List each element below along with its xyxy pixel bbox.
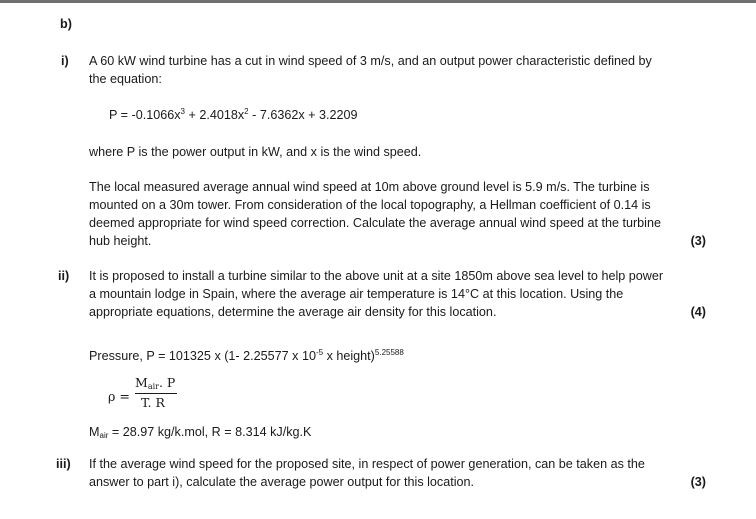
part-i-line-2: the equation: [89, 72, 162, 86]
section-label: b) [60, 17, 72, 31]
part-i-marks: (3) [690, 234, 706, 248]
part-iii-line-1: If the average wind speed for the proposed site, in respect of power generation, can be taken as the [89, 457, 645, 471]
power-equation [109, 106, 358, 124]
part-i-para-line-1: The local measured average annual wind speed at 10m above ground level is 5.9 m/s. The turbine is [89, 180, 650, 194]
equation-exp-1: 3 [180, 107, 185, 116]
part-i-line-1: A 60 kW wind turbine has a cut in wind speed of 3 m/s, and an output power characteristic defined by [89, 54, 652, 68]
density-denominator: T. R [141, 395, 165, 410]
density-numerator [135, 374, 175, 392]
where-text: where P is the power output in kW, and x is the wind speed. [89, 145, 422, 159]
top-border [0, 0, 756, 3]
part-iii-marks: (3) [690, 475, 706, 489]
pressure-equation [89, 347, 404, 365]
constants-text: = 28.97 kg/k.mol, R = 8.314 kJ/kg.K [108, 425, 312, 439]
equation-term-2: + 2.4018x [185, 108, 245, 122]
pressure-exp-2: 5.25588 [374, 348, 404, 357]
part-ii-line-1: It is proposed to install a turbine similar to the above unit at a site 1850m above sea level to help power [89, 269, 664, 283]
pressure-prefix: Pressure, P = 101325 x (1- 2.25577 x 10 [89, 349, 316, 363]
density-fraction [135, 374, 185, 414]
part-i-para-line-3: deemed appropriate for wind speed correction. Calculate the average annual wind speed at the turbine [89, 216, 661, 230]
pressure-mid: x height) [323, 349, 375, 363]
equation-exp-2: 2 [244, 107, 249, 116]
constants-m: M [89, 425, 100, 439]
part-i-para-line-4: hub height. [89, 234, 152, 248]
constants-m-sub: air [99, 431, 109, 440]
constants-line [89, 423, 311, 441]
equation-term-1: P = -0.1066x [109, 108, 181, 122]
part-i-para-line-2: mounted on a 30m tower. From consideration of the local topography, a Hellman coefficient of 0.14 is [89, 198, 651, 212]
pressure-exp-1: -5 [315, 348, 324, 357]
density-rho: ρ = [108, 389, 130, 404]
part-ii-marks: (4) [690, 305, 706, 319]
part-iii-line-2: answer to part i), calculate the average power output for this location. [89, 475, 475, 489]
part-ii-line-3: appropriate equations, determine the average air density for this location. [89, 305, 497, 319]
numerator-tail: . P [158, 375, 176, 390]
numerator-m: M [135, 375, 148, 390]
part-i-label: i) [61, 54, 69, 68]
equation-term-3: - 7.6362x + 3.2209 [248, 108, 358, 122]
numerator-sub: air [147, 382, 159, 391]
part-ii-line-2: a mountain lodge in Spain, where the average air temperature is 14°C at this location. Using the [89, 287, 624, 301]
part-iii-label: iii) [56, 457, 71, 471]
part-ii-label: ii) [58, 269, 70, 283]
